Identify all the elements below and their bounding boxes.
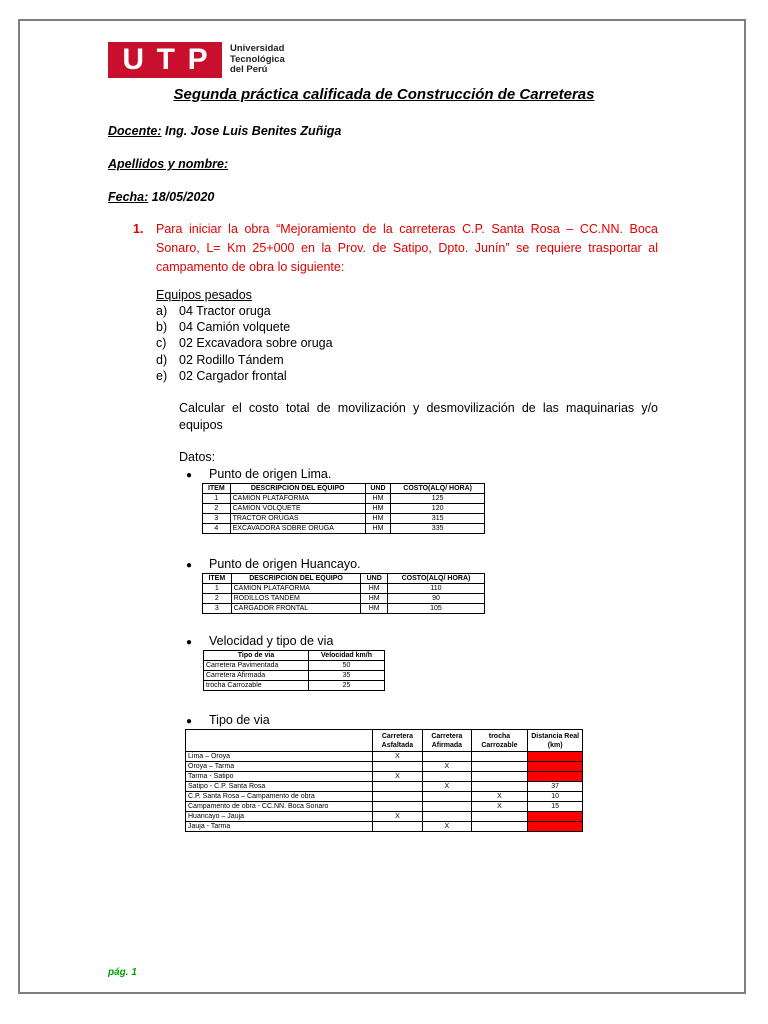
table-row [203, 504, 485, 514]
table-cell: X [423, 822, 471, 832]
table-cell: Huancayo – Jauja [186, 812, 373, 822]
question-text: Para iniciar la obra “Mejoramiento de la carreteras C.P. Santa Rosa – CC.NN. Boca Sonaro, L= Km 25+000 en la Prov. de Satipo, Dpto. Junín” se requiere trasportar al campamento de obra lo siguiente: [156, 222, 658, 274]
table-cell: Jauja - Tarma [186, 822, 373, 832]
table-cell: Carretera Afirmada [204, 671, 309, 681]
docente-label: Docente: [108, 124, 162, 138]
utp-logo [108, 42, 285, 78]
table-cell: Campamento de obra - CC.NN. Boca Sonaro [186, 802, 373, 812]
distance-cell: 15 [528, 802, 583, 812]
table-cell [423, 802, 471, 812]
fecha-value: 18/05/2020 [151, 190, 215, 204]
docente-value: Ing. Jose Luis Benites Zuñiga [164, 124, 342, 138]
table-cell: CAMION PLATAFORMA [231, 584, 361, 594]
table-cell: 35 [309, 671, 385, 681]
table-cell: X [423, 782, 471, 792]
table-cell: RODILLOS TANDEM [231, 594, 361, 604]
table-row [203, 514, 485, 524]
table-row [186, 802, 583, 812]
table-cell: X [372, 752, 423, 762]
table-cell: 50 [309, 661, 385, 671]
table-cell: HM [361, 584, 388, 594]
table-cell: 2 [203, 504, 231, 514]
table-row [203, 604, 485, 614]
distance-cell: 10 [528, 792, 583, 802]
list-item-text: 02 Cargador frontal [179, 369, 287, 383]
table-cell: 1 [203, 584, 232, 594]
table-header-row [203, 574, 485, 584]
table-row [186, 812, 583, 822]
header-cell: Velocidad km/h [309, 651, 385, 661]
logo-line-3: del Perú [230, 64, 268, 76]
header-cell [186, 730, 373, 752]
header-cell: ITEM [203, 574, 232, 584]
table-row [203, 494, 485, 504]
header-cell: COSTO(ALQ/ HORA) [387, 574, 484, 584]
table-cell: X [372, 772, 423, 782]
table-cell: Carretera Pavimentada [204, 661, 309, 671]
list-item [156, 335, 333, 351]
fecha-label: Fecha: [108, 190, 149, 204]
document-title: Segunda práctica calificada de Construcción de Carreteras [173, 86, 595, 103]
table-cell: 25 [309, 681, 385, 691]
bullet-tipo [186, 712, 270, 730]
distance-cell-unknown: ¿? [528, 772, 583, 782]
distance-cell-unknown: ¿? [528, 812, 583, 822]
header-cell: Carretera Afirmada [423, 730, 471, 752]
list-item [156, 303, 271, 319]
table-cell: 315 [391, 514, 485, 524]
table-cell [471, 762, 528, 772]
calc-instruction: Calcular el costo total de movilización y desmovilización de las maquinarias y/o equipos [179, 401, 658, 432]
table-huancayo [202, 573, 485, 614]
table-cell: Oroya – Tarma [186, 762, 373, 772]
distance-cell-unknown: ¿? [528, 822, 583, 832]
list-item [156, 368, 287, 384]
table-cell [471, 782, 528, 792]
question-number: 1. [133, 222, 144, 236]
table-cell: HM [365, 504, 391, 514]
list-item-text: 04 Camión volquete [179, 320, 291, 334]
list-marker: c) [156, 336, 167, 350]
table-cell: CAMION VOLQUETE [230, 504, 365, 514]
table-cell [372, 822, 423, 832]
page-number: pág. 1 [108, 967, 137, 978]
table-cell: 1 [203, 494, 231, 504]
list-marker: e) [156, 369, 168, 383]
table-cell [471, 822, 528, 832]
table-cell [423, 772, 471, 782]
table-row [186, 752, 583, 762]
logo-letter-t: T [156, 43, 175, 76]
header-cell: Distancia Real (km) [528, 730, 583, 752]
list-marker: b) [156, 320, 168, 334]
table-cell [423, 812, 471, 822]
table-cell [423, 792, 471, 802]
table-cell: trocha Carrozable [204, 681, 309, 691]
logo-line-1: Universidad [230, 43, 285, 55]
table-row [204, 681, 385, 691]
table-row [203, 524, 485, 534]
table-cell: HM [365, 514, 391, 524]
list-item-text: 04 Tractor oruga [179, 304, 271, 318]
bullet-icon: ● [186, 716, 193, 727]
table-tipo-via [185, 729, 583, 832]
table-cell: Satipo - C.P. Santa Rosa [186, 782, 373, 792]
bullet-huancayo-text: Punto de origen Huancayo. [209, 557, 361, 571]
table-cell: 3 [203, 604, 232, 614]
table-row [203, 594, 485, 604]
bullet-icon: ● [186, 470, 193, 481]
table-cell [372, 802, 423, 812]
table-row [186, 792, 583, 802]
header-cell: COSTO(ALQ/ HORA) [391, 484, 485, 494]
table-cell: 4 [203, 524, 231, 534]
equipos-heading: Equipos pesados [156, 288, 252, 302]
apellidos-label: Apellidos y nombre: [108, 157, 229, 171]
table-cell: HM [361, 594, 388, 604]
header-cell: trocha Carrozable [471, 730, 528, 752]
logo-mark [108, 42, 222, 78]
table-cell [423, 752, 471, 762]
table-row [186, 782, 583, 792]
list-item [156, 319, 290, 335]
fecha-line [108, 190, 214, 204]
table-row [186, 762, 583, 772]
distance-cell-unknown: ¿? [528, 762, 583, 772]
table-cell: HM [361, 604, 388, 614]
table-cell: CAMION PLATAFORMA [230, 494, 365, 504]
bullet-lima-text: Punto de origen Lima. [209, 467, 332, 481]
table-cell: 3 [203, 514, 231, 524]
distance-cell-unknown: ¿? [528, 752, 583, 762]
table-cell: 2 [203, 594, 232, 604]
table-cell: HM [365, 524, 391, 534]
table-cell: HM [365, 494, 391, 504]
datos-label: Datos: [179, 450, 216, 464]
header-cell: DESCRIPCION DEL EQUIPO [231, 574, 361, 584]
table-cell: 120 [391, 504, 485, 514]
table-cell [372, 792, 423, 802]
table-cell: 335 [391, 524, 485, 534]
header-cell: ITEM [203, 484, 231, 494]
logo-wordmark [230, 44, 285, 76]
table-cell: Lima – Oroya [186, 752, 373, 762]
apellidos-line [108, 157, 228, 171]
table-header-row [204, 651, 385, 661]
table-cell: X [471, 792, 528, 802]
bullet-icon: ● [186, 637, 193, 648]
table-cell [471, 772, 528, 782]
table-row [204, 671, 385, 681]
list-marker: d) [156, 353, 168, 367]
list-item [156, 352, 284, 368]
table-row [186, 822, 583, 832]
table-lima [202, 483, 485, 534]
table-cell: X [372, 812, 423, 822]
logo-line-2: Tecnológica [230, 53, 285, 65]
table-cell: 105 [387, 604, 484, 614]
header-cell: DESCRIPCION DEL EQUIPO [230, 484, 365, 494]
table-row [186, 772, 583, 782]
bullet-tipo-text: Tipo de via [209, 713, 270, 727]
list-marker: a) [156, 304, 168, 318]
header-cell: Tipo de via [204, 651, 309, 661]
header-cell: UND [365, 484, 391, 494]
table-header-row [186, 730, 583, 752]
header-cell: Carretera Asfaltada [372, 730, 423, 752]
table-cell [372, 762, 423, 772]
table-cell: EXCAVADORA SOBRE ORUGA [230, 524, 365, 534]
table-cell: X [423, 762, 471, 772]
distance-cell: 37 [528, 782, 583, 792]
docente-line [108, 124, 341, 138]
logo-letter-p: P [187, 43, 208, 76]
bullet-velocidad-text: Velocidad y tipo de via [209, 634, 334, 648]
bullet-huancayo [186, 556, 361, 574]
table-cell: C.P. Santa Rosa – Campamento de obra [186, 792, 373, 802]
bullet-lima [186, 466, 331, 484]
bullet-icon: ● [186, 560, 193, 571]
table-row [203, 584, 485, 594]
list-item-text: 02 Rodillo Tándem [179, 353, 284, 367]
bullet-velocidad [186, 633, 333, 651]
list-item-text: 02 Excavadora sobre oruga [179, 336, 333, 350]
table-header-row [203, 484, 485, 494]
table-cell [471, 752, 528, 762]
table-row [204, 661, 385, 671]
table-cell [372, 782, 423, 792]
table-cell: X [471, 802, 528, 812]
logo-letter-u: U [122, 43, 144, 76]
table-velocidad [203, 650, 385, 691]
table-cell [471, 812, 528, 822]
table-cell: 125 [391, 494, 485, 504]
header-cell: UND [361, 574, 388, 584]
table-cell: CARGADOR FRONTAL [231, 604, 361, 614]
table-cell: 90 [387, 594, 484, 604]
table-cell: TRACTOR ORUGAS [230, 514, 365, 524]
table-cell: 110 [387, 584, 484, 594]
table-cell: Tarma - Satipo [186, 772, 373, 782]
